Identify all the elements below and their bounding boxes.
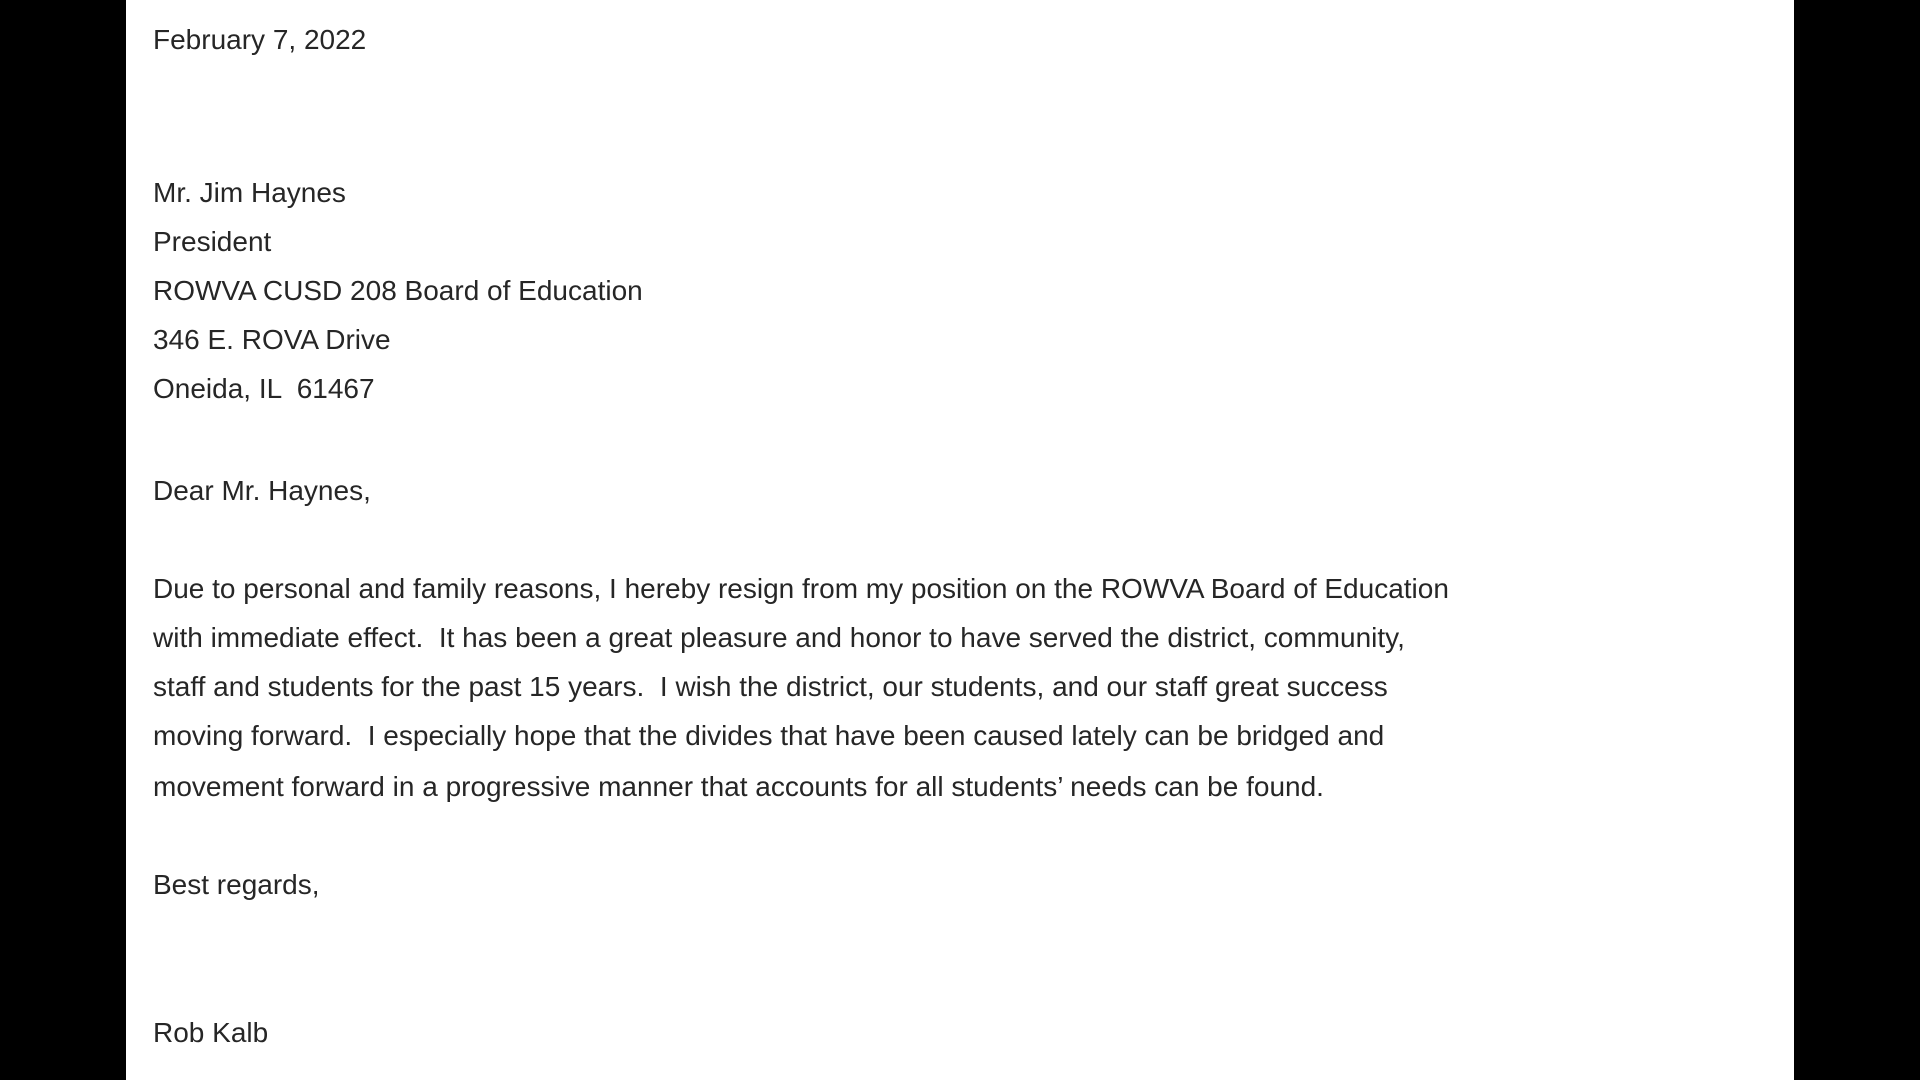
recipient-name: Mr. Jim Haynes [153,177,346,208]
letter-date: February 7, 2022 [153,24,367,55]
body-line: with immediate effect. It has been a great pleasure and honor to have served the district, community, [153,622,1405,653]
recipient-street: 346 E. ROVA Drive [153,324,391,355]
body-line: Due to personal and family reasons, I hereby resign from my position on the ROWVA Board of Education [153,573,1449,604]
recipient-organization: ROWVA CUSD 208 Board of Education [153,275,643,306]
closing: Best regards, [153,869,320,900]
letter-page [126,0,1794,1080]
signature-name: Rob Kalb [153,1017,269,1048]
salutation: Dear Mr. Haynes, [153,475,371,506]
body-line: moving forward. I especially hope that the divides that have been caused lately can be bridged and [153,720,1385,751]
recipient-title: President [153,226,272,257]
body-line: movement forward in a progressive manner that accounts for all students’ needs can be found. [153,771,1324,802]
body-line: staff and students for the past 15 years. I wish the district, our students, and our staff great success [153,671,1388,702]
recipient-city-state-zip: Oneida, IL 61467 [153,373,375,404]
